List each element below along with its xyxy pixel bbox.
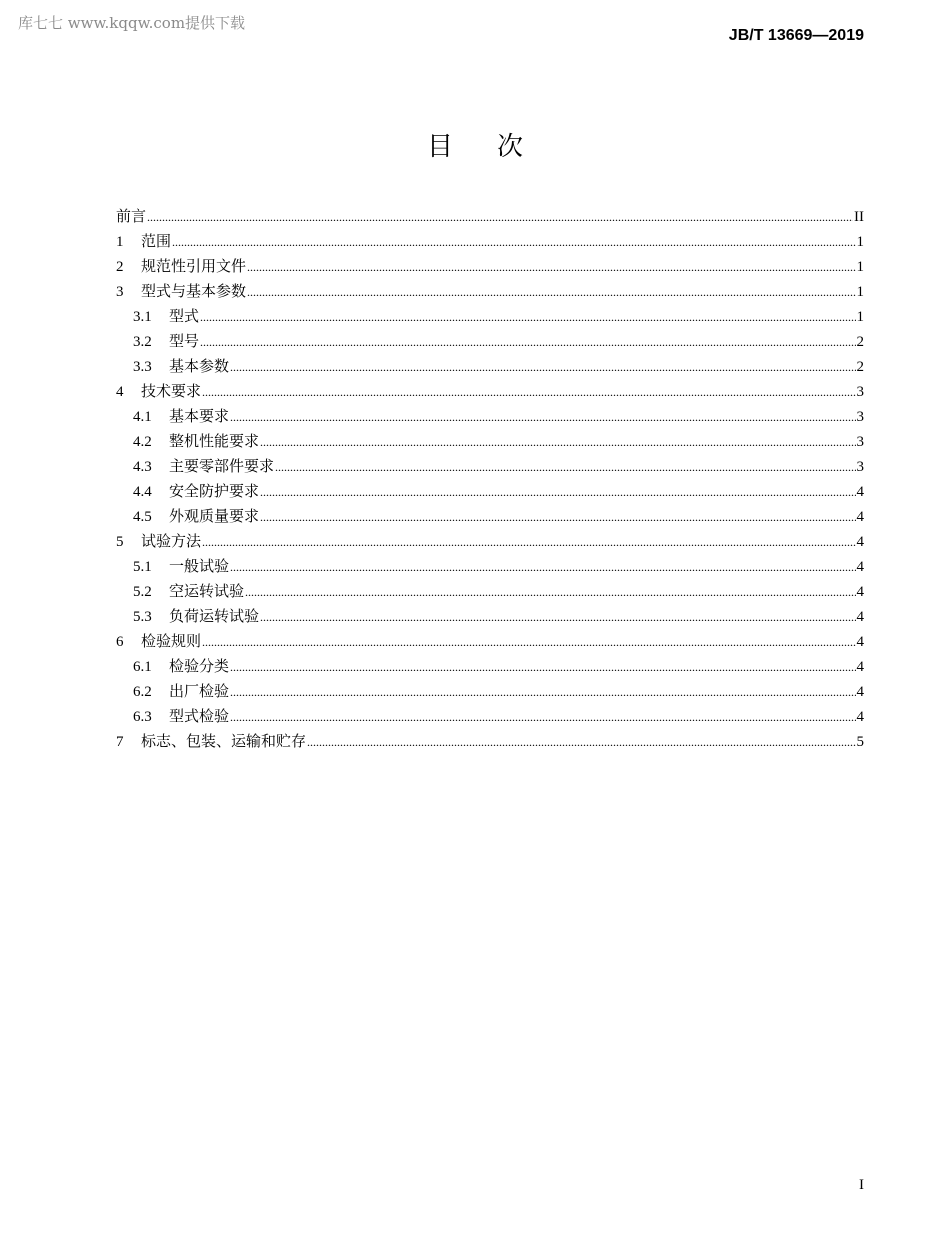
toc-entry[interactable] xyxy=(116,280,864,305)
toc-entry-number: 3 xyxy=(116,284,124,300)
toc-entry-label: 空运转试验 xyxy=(169,584,245,600)
toc-entry-label: 检验分类 xyxy=(169,659,230,675)
toc-dot-leader xyxy=(230,410,855,425)
toc-dot-leader xyxy=(202,385,855,400)
toc-entry[interactable] xyxy=(116,605,864,630)
toc-entry-number: 3.1 xyxy=(133,309,152,325)
toc-entry-page: 4 xyxy=(856,509,864,525)
toc-entry-page: 1 xyxy=(856,309,864,325)
toc-entry-number: 5.2 xyxy=(133,584,152,600)
toc-entry-page: 4 xyxy=(856,684,864,700)
toc-entry-number: 5 xyxy=(116,534,124,550)
toc-entry-label: 规范性引用文件 xyxy=(141,259,247,275)
toc-entry-number: 4.2 xyxy=(133,434,152,450)
toc-dot-leader xyxy=(230,685,855,700)
toc-entry-page: 4 xyxy=(856,634,864,650)
toc-entry-number: 4.5 xyxy=(133,509,152,525)
toc-entry-page: II xyxy=(854,209,864,225)
toc-entry-number: 2 xyxy=(116,259,124,275)
toc-entry[interactable] xyxy=(116,305,864,330)
toc-entry[interactable] xyxy=(116,705,864,730)
toc-title: 目次 xyxy=(426,132,567,162)
toc-entry[interactable] xyxy=(116,230,864,255)
toc-entry[interactable] xyxy=(116,380,864,405)
toc-entry-page: 4 xyxy=(856,709,864,725)
toc-entry-page: 5 xyxy=(856,734,864,750)
toc-entry[interactable] xyxy=(116,355,864,380)
toc-entry[interactable] xyxy=(116,730,864,755)
toc-dot-leader xyxy=(200,310,855,325)
toc-dot-leader xyxy=(202,535,855,550)
toc-entry-number: 4 xyxy=(116,384,124,400)
toc-entry-label: 检验规则 xyxy=(141,634,202,650)
toc-dot-leader xyxy=(245,585,855,600)
toc-entry-number: 5.3 xyxy=(133,609,152,625)
toc-entry-page: 3 xyxy=(856,409,864,425)
toc-entry-label: 整机性能要求 xyxy=(169,434,260,450)
toc-dot-leader xyxy=(172,235,855,250)
toc-entry-number: 5.1 xyxy=(133,559,152,575)
toc-entry-number: 6 xyxy=(116,634,124,650)
toc-entry[interactable] xyxy=(116,455,864,480)
toc-entry-label: 基本参数 xyxy=(169,359,230,375)
toc-entry[interactable] xyxy=(116,255,864,280)
toc-entry-number: 1 xyxy=(116,234,124,250)
toc-entry-label: 主要零部件要求 xyxy=(169,459,275,475)
toc-entry-number: 6.1 xyxy=(133,659,152,675)
toc-entry[interactable] xyxy=(116,205,864,230)
toc-entry-label: 范围 xyxy=(141,234,172,250)
toc-dot-leader xyxy=(260,485,855,500)
toc-dot-leader xyxy=(260,510,855,525)
toc-entry-page: 3 xyxy=(856,434,864,450)
toc-entry[interactable] xyxy=(116,330,864,355)
toc-entry-label: 出厂检验 xyxy=(169,684,230,700)
document-code: JB/T 13669—2019 xyxy=(728,27,864,44)
toc-entry-page: 1 xyxy=(856,234,864,250)
toc-entry-page: 4 xyxy=(856,559,864,575)
toc-entry-label: 负荷运转试验 xyxy=(169,609,260,625)
toc-entry[interactable] xyxy=(116,430,864,455)
toc-entry-label: 标志、包装、运输和贮存 xyxy=(141,734,307,750)
toc-entry-number: 6.2 xyxy=(133,684,152,700)
toc-dot-leader xyxy=(307,735,855,750)
toc-entry[interactable] xyxy=(116,505,864,530)
toc-entry-page: 4 xyxy=(856,484,864,500)
toc-entry[interactable] xyxy=(116,405,864,430)
toc-entry-page: 2 xyxy=(856,334,864,350)
toc-entry[interactable] xyxy=(116,530,864,555)
toc-dot-leader xyxy=(230,710,855,725)
toc-dot-leader xyxy=(247,260,855,275)
toc-entry-page: 3 xyxy=(856,459,864,475)
toc-entry-page: 1 xyxy=(856,284,864,300)
toc-entry-label: 型式检验 xyxy=(169,709,230,725)
toc-dot-leader xyxy=(147,210,853,225)
toc-entry[interactable] xyxy=(116,555,864,580)
toc-entry-number: 3.3 xyxy=(133,359,152,375)
toc-entry-page: 4 xyxy=(856,609,864,625)
toc-entry-label: 型号 xyxy=(169,334,200,350)
toc-dot-leader xyxy=(260,435,855,450)
toc-entry-label: 型式与基本参数 xyxy=(141,284,247,300)
toc-entry-page: 4 xyxy=(856,659,864,675)
toc-entry-number: 4.3 xyxy=(133,459,152,475)
toc-entry-number: 4.1 xyxy=(133,409,152,425)
toc-entry[interactable] xyxy=(116,630,864,655)
toc-entry-label: 前言 xyxy=(116,209,147,225)
toc-dot-leader xyxy=(230,660,855,675)
toc-entry-label: 外观质量要求 xyxy=(169,509,260,525)
toc-entry-label: 技术要求 xyxy=(141,384,202,400)
toc-entry-page: 2 xyxy=(856,359,864,375)
toc-entry[interactable] xyxy=(116,480,864,505)
toc-dot-leader xyxy=(230,360,855,375)
toc-entry-page: 4 xyxy=(856,534,864,550)
toc-entry-number: 3.2 xyxy=(133,334,152,350)
toc-entry-label: 安全防护要求 xyxy=(169,484,260,500)
table-of-contents xyxy=(116,205,864,755)
watermark-text: 库七七 www.kqqw.com提供下载 xyxy=(18,14,246,32)
toc-dot-leader xyxy=(202,635,855,650)
toc-entry-number: 7 xyxy=(116,734,124,750)
toc-entry-number: 6.3 xyxy=(133,709,152,725)
toc-dot-leader xyxy=(200,335,855,350)
toc-dot-leader xyxy=(247,285,855,300)
toc-entry-label: 型式 xyxy=(169,309,200,325)
toc-dot-leader xyxy=(275,460,855,475)
toc-entry[interactable] xyxy=(116,680,864,705)
toc-entry[interactable] xyxy=(116,655,864,680)
toc-entry-label: 一般试验 xyxy=(169,559,230,575)
toc-entry-page: 1 xyxy=(856,259,864,275)
toc-dot-leader xyxy=(230,560,855,575)
toc-dot-leader xyxy=(260,610,855,625)
toc-entry-page: 4 xyxy=(856,584,864,600)
toc-entry[interactable] xyxy=(116,580,864,605)
toc-entry-label: 试验方法 xyxy=(141,534,202,550)
page-number: I xyxy=(859,1177,864,1193)
toc-entry-number: 4.4 xyxy=(133,484,152,500)
toc-entry-label: 基本要求 xyxy=(169,409,230,425)
toc-entry-page: 3 xyxy=(856,384,864,400)
